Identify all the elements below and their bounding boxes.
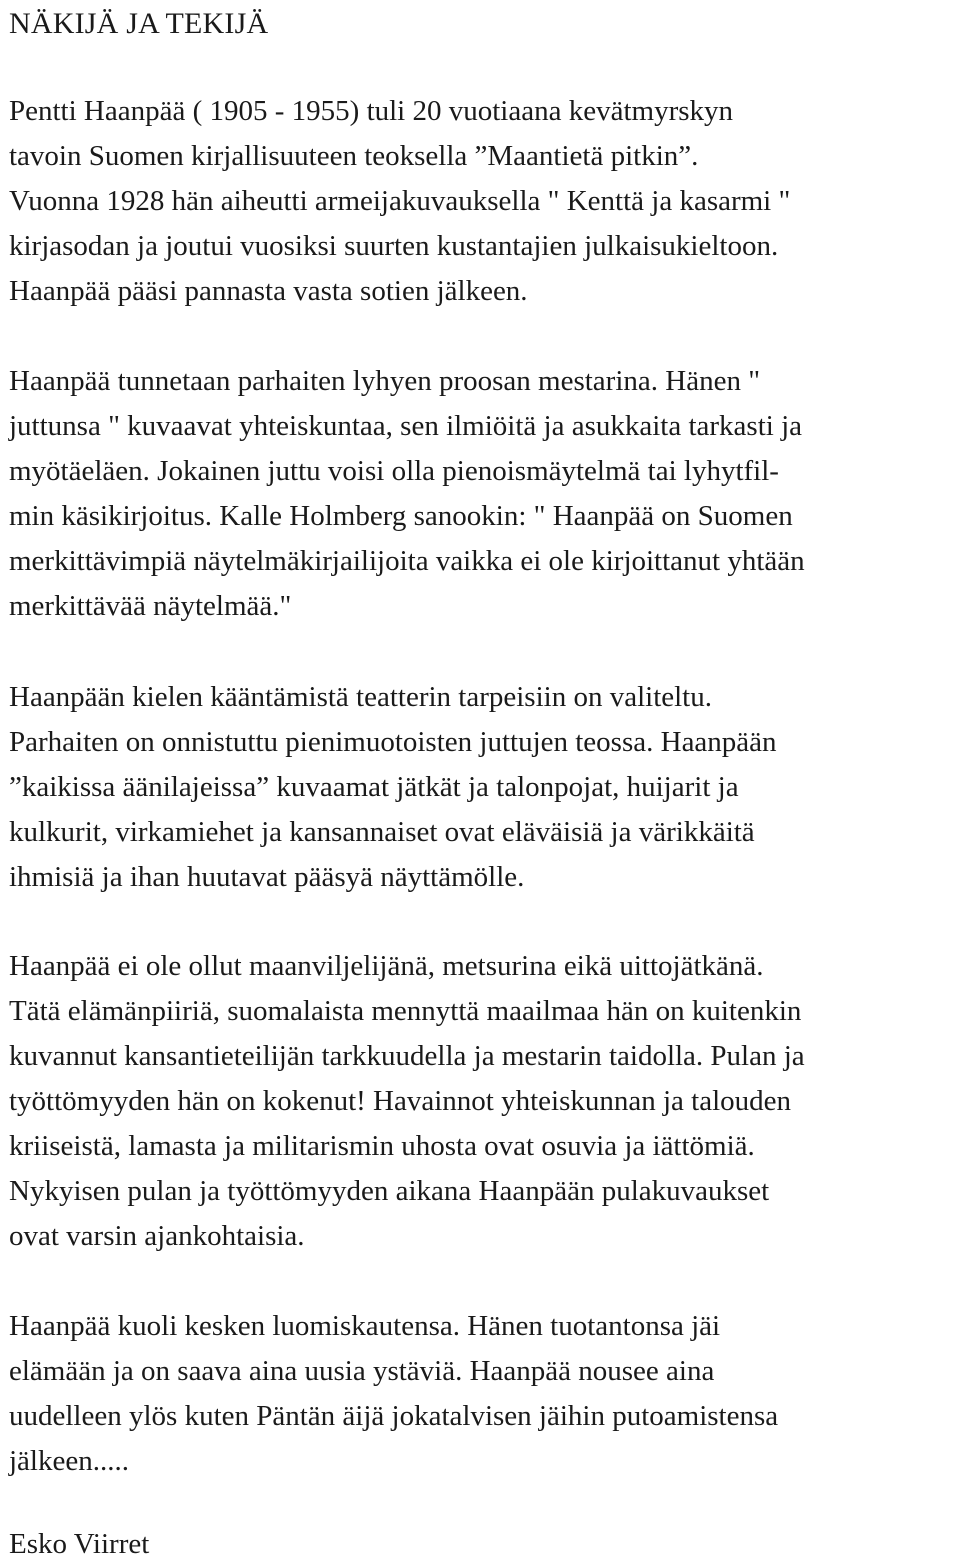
text-line: kulkurit, virkamiehet ja kansannaiset ovat eläväisiä ja värikkäitä xyxy=(9,816,755,848)
text-line: Vuonna 1928 hän aiheutti armeijakuvauksella " Kenttä ja kasarmi " xyxy=(9,185,791,217)
paragraph-legacy xyxy=(9,1304,778,1484)
text-line: kirjasodan ja joutui vuosiksi suurten kustantajien julkaisukieltoon. xyxy=(9,230,779,262)
text-line: Nykyisen pulan ja työttömyyden aikana Haanpään pulakuvaukset xyxy=(9,1175,770,1207)
text-line: Haanpää kuoli kesken luomiskautensa. Hänen tuotantonsa jäi xyxy=(9,1310,721,1342)
text-line: juttunsa " kuvaavat yhteiskuntaa, sen ilmiöitä ja asukkaita tarkasti ja xyxy=(9,410,803,442)
text-line: Haanpään kielen kääntämistä teatterin tarpeisiin on valiteltu. xyxy=(9,681,712,713)
text-line: kriiseistä, lamasta ja militarismin uhosta ovat osuvia ja iättömiä. xyxy=(9,1130,755,1162)
document-title: NÄKIJÄ JA TEKIJÄ xyxy=(9,7,269,40)
text-line: ovat varsin ajankohtaisia. xyxy=(9,1220,305,1252)
paragraph-intro xyxy=(9,89,790,314)
text-line: myötäeläen. Jokainen juttu voisi olla pienoismäytelmä tai lyhytfil- xyxy=(9,455,779,487)
paragraph-theatre xyxy=(9,675,777,900)
text-line: jälkeen..... xyxy=(9,1445,129,1477)
text-line: elämään ja on saava aina uusia ystäviä. Haanpää nousee aina xyxy=(9,1355,715,1387)
text-line: merkittävimpiä näytelmäkirjailijoita vaikka ei ole kirjoittanut yhtään xyxy=(9,545,805,577)
text-line: uudelleen ylös kuten Päntän äijä jokatalvisen jäihin putoamistensa xyxy=(9,1400,779,1432)
text-line: merkittävää näytelmää." xyxy=(9,590,292,622)
text-line: Haanpää tunnetaan parhaiten lyhyen proosan mestarina. Hänen " xyxy=(9,365,761,397)
text-line: ihmisiä ja ihan huutavat pääsyä näyttämölle. xyxy=(9,861,525,893)
text-line: Haanpää pääsi pannasta vasta sotien jälkeen. xyxy=(9,275,528,307)
text-line: kuvannut kansantieteilijän tarkkuudella ja mestarin taidolla. Pulan ja xyxy=(9,1040,805,1072)
text-line: Parhaiten on onnistuttu pienimuotoisten juttujen teossa. Haanpään xyxy=(9,726,777,758)
text-line: Pentti Haanpää ( 1905 - 1955) tuli 20 vuotiaana kevätmyrskyn xyxy=(9,95,734,127)
text-line: Tätä elämänpiiriä, suomalaista mennyttä maailmaa hän on kuitenkin xyxy=(9,995,802,1027)
text-line: tavoin Suomen kirjallisuuteen teoksella ”Maantietä pitkin”. xyxy=(9,140,699,172)
text-line: työttömyyden hän on kokenut! Havainnot yhteiskunnan ja talouden xyxy=(9,1085,792,1117)
text-line: Haanpää ei ole ollut maanviljelijänä, metsurina eikä uittojätkänä. xyxy=(9,950,764,982)
text-line: ”kaikissa äänilajeissa” kuvaamat jätkät ja talonpojat, huijarit ja xyxy=(9,771,739,803)
paragraph-life-sphere xyxy=(9,944,805,1259)
paragraph-short-prose xyxy=(9,359,805,629)
text-line: min käsikirjoitus. Kalle Holmberg sanookin: " Haanpää on Suomen xyxy=(9,500,793,532)
author-signature: Esko Viirret xyxy=(9,1528,150,1560)
